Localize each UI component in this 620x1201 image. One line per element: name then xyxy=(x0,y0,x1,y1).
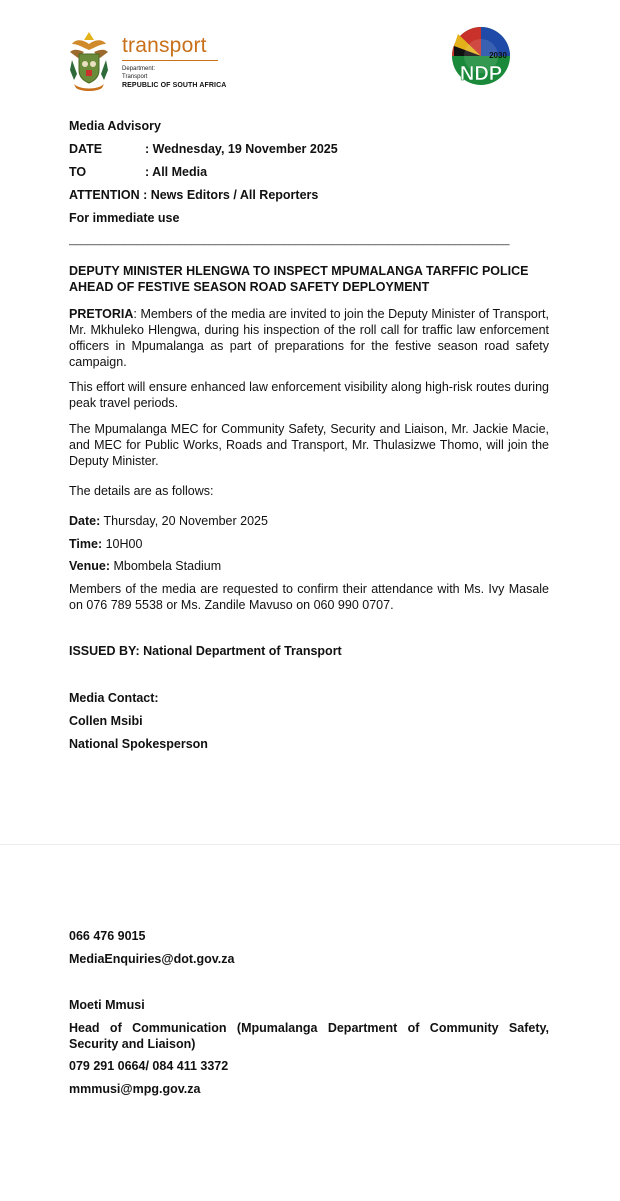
event-time xyxy=(69,536,142,552)
brand-rule xyxy=(122,60,218,61)
contact-role: National Spokesperson xyxy=(69,737,208,751)
heading-line-1: DEPUTY MINISTER HLENGWA TO INSPECT MPUMALANGA TARFFIC POLICE xyxy=(69,264,529,278)
attention-label: ATTENTION xyxy=(69,188,140,202)
attention-row xyxy=(69,187,318,203)
dateline: PRETORIA xyxy=(69,307,134,321)
contact-email-2[interactable]: mmmusi@mpg.gov.za xyxy=(69,1082,201,1096)
contact-name: Collen Msibi xyxy=(69,714,143,728)
department-label: Department: xyxy=(122,66,156,72)
country-name: REPUBLIC OF SOUTH AFRICA xyxy=(122,82,227,89)
paragraph-1 xyxy=(69,306,549,370)
event-venue-value: Mbombela Stadium xyxy=(110,559,222,573)
advisory-title: Media Advisory xyxy=(69,119,161,133)
separator-text: ________________________________________________________________________ xyxy=(69,234,510,246)
ndp-year: 2030 xyxy=(489,51,507,60)
date-row xyxy=(69,141,338,157)
paragraph-5: Members of the media are requested to confirm their attendance with Ms. Ivy Masale on 076 789 5538 or Ms. Zandile Mavuso on 060 990 0707. xyxy=(69,582,549,612)
paragraph-3: The Mpumalanga MEC for Community Safety, Security and Liaison, Mr. Jackie Macie, and MEC for Public Works, Roads and Transport, Mr. Thulasizwe Thomo, will join the Deputy Minister. xyxy=(69,422,549,468)
event-time-label: Time: xyxy=(69,537,103,551)
contact-phone: 066 476 9015 xyxy=(69,929,146,943)
event-venue-label: Venue: xyxy=(69,559,110,573)
paragraph-1-text: : Members of the media are invited to join the Deputy Minister of Transport, Mr. Mkhuleko Hlengwa, during his inspection of the roll call for traffic law enforcement officers in Mpumalanga as part of preparations for the festive season road safety campaign. xyxy=(69,307,549,369)
to-row xyxy=(69,164,207,180)
transport-logo xyxy=(66,30,236,96)
release-heading xyxy=(69,263,549,295)
paragraph-4: The details are as follows: xyxy=(69,484,214,498)
date-value: : Wednesday, 19 November 2025 xyxy=(145,142,338,156)
ndp-logo-icon xyxy=(448,26,518,90)
contact-role-2: Head of Communication (Mpumalanga Department of Community Safety, Security and Liaison) xyxy=(69,1021,549,1051)
event-venue xyxy=(69,558,221,574)
event-date xyxy=(69,513,268,529)
to-label: TO xyxy=(69,165,87,179)
contact-name-2: Moeti Mmusi xyxy=(69,998,145,1012)
media-contact-label: Media Contact: xyxy=(69,691,159,705)
heading-line-2: AHEAD OF FESTIVE SEASON ROAD SAFETY DEPLOYMENT xyxy=(69,280,430,294)
event-date-value: Thursday, 20 November 2025 xyxy=(100,514,268,528)
document-page-2 xyxy=(0,844,620,1201)
event-time-value: 10H00 xyxy=(102,537,143,551)
event-date-label: Date: xyxy=(69,514,101,528)
paragraph-2: This effort will ensure enhanced law enforcement visibility along high-risk routes during peak travel periods. xyxy=(69,380,549,410)
immediate-use: For immediate use xyxy=(69,211,180,225)
contact-phone-2: 079 291 0664/ 084 411 3372 xyxy=(69,1059,229,1073)
department-name: Transport xyxy=(122,74,148,80)
date-label: DATE xyxy=(69,142,103,156)
ndp-2030-logo xyxy=(448,26,518,90)
ndp-text: NDP xyxy=(459,63,503,85)
to-value: : All Media xyxy=(145,165,208,179)
attention-value: : News Editors / All Reporters xyxy=(139,188,319,202)
coat-of-arms-icon xyxy=(66,30,112,94)
brand-word: transport xyxy=(122,34,207,57)
issued-by: ISSUED BY: National Department of Transport xyxy=(69,644,342,658)
contact-email[interactable]: MediaEnquiries@dot.gov.za xyxy=(69,952,235,966)
